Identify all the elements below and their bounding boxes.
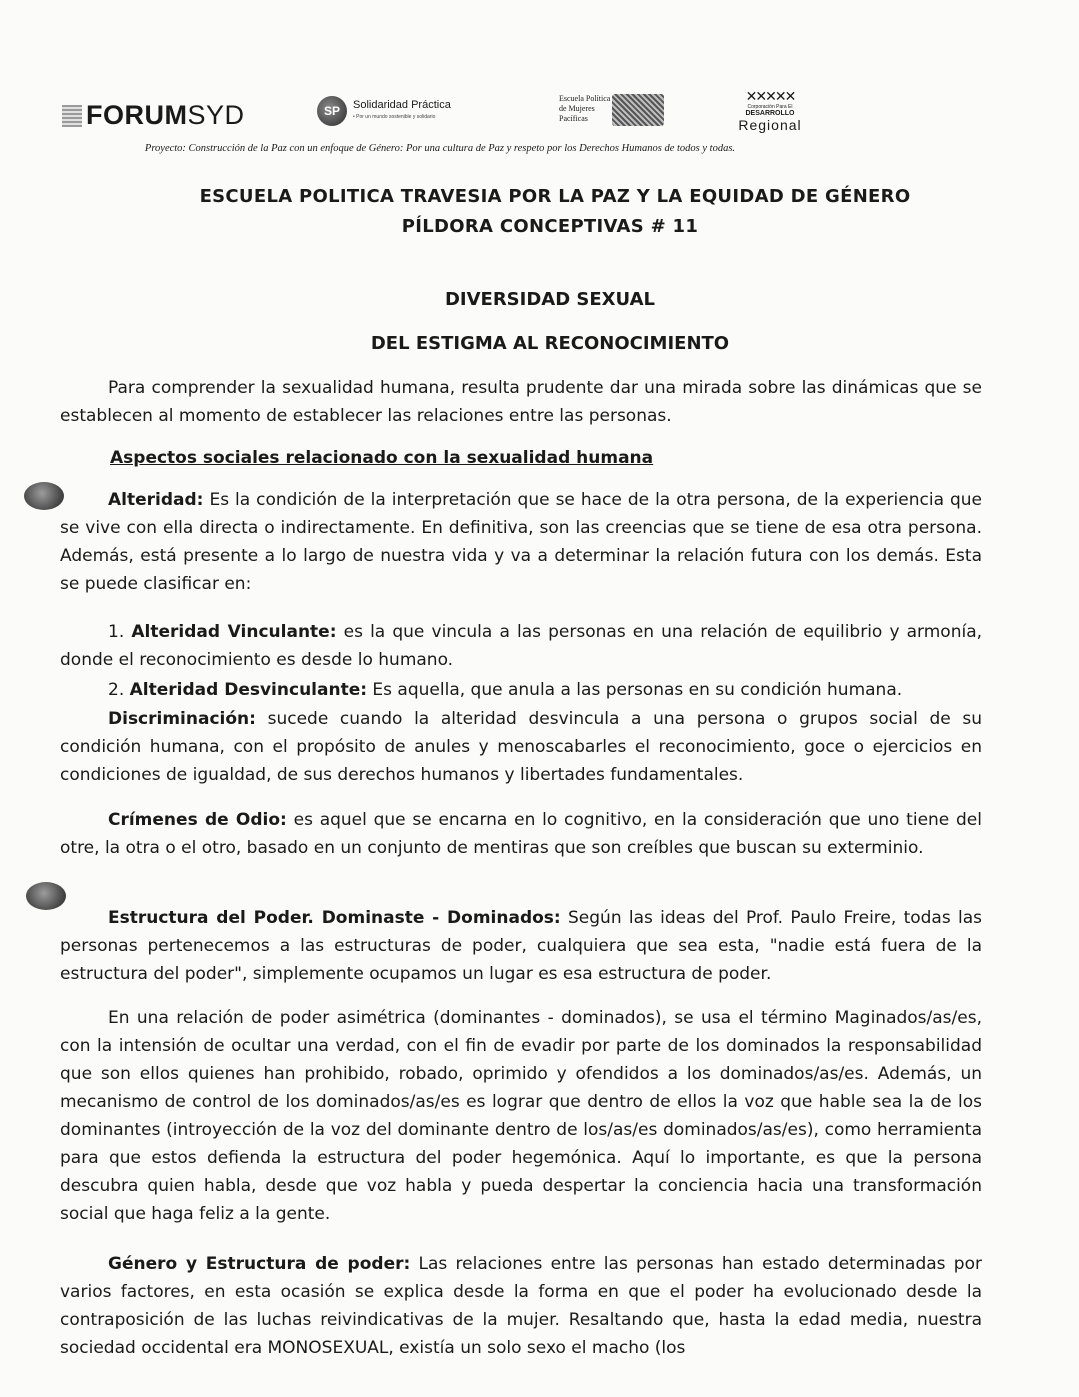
alteridad-term: Alteridad: — [108, 490, 204, 510]
forumsyd-logo-light: SYD — [187, 100, 245, 130]
forumsyd-logo — [62, 100, 245, 131]
crimenes-paragraph — [60, 806, 982, 862]
genero-text: Las relaciones entre las personas han estado determinadas por varios factores, en esta ocasión se explica desde la forma en que el poder ha evolucionado desde la contraposición de las luchas reivindicativas de la mujer. Resaltando que, hasta la edad media, nuestra sociedad occidental era MONOSEXUAL, existía un solo sexo el macho (los — [60, 1254, 982, 1358]
intro-paragraph: Para comprender la sexualidad humana, resulta prudente dar una mirada sobre las dinámicas que se establecen al momento de establecer las relaciones entre las personas. — [60, 378, 982, 426]
desvinculante-paragraph — [60, 676, 982, 704]
estructura-text: Según las ideas del Prof. Paulo Freire, todas las personas pertenecemos a las estructuras de poder, cualquiera que sea esta, "nadie está fuera de la estructura del poder", simplemente ocupamos un lugar es esa estructura de poder. — [60, 908, 982, 984]
cdr-logo-line2: DESARROLLO — [745, 110, 795, 117]
punch-hole-top — [24, 482, 64, 510]
sp-logo-tagline: • Por un mundo sostenible y solidario — [353, 114, 436, 120]
estructura-paragraph — [60, 904, 982, 988]
cdr-logo-line3: Regional — [738, 117, 802, 133]
estructura-term: Estructura del Poder. Dominaste - Dominados: — [108, 908, 561, 928]
escuela-politica-logo — [559, 94, 664, 126]
vinculante-number: 1. — [108, 622, 125, 642]
genero-term: Género y Estructura de poder: — [108, 1254, 411, 1274]
document-title: ESCUELA POLITICA TRAVESIA POR LA PAZ Y LA EQUIDAD DE GÉNERO — [199, 186, 911, 207]
alteridad-paragraph — [60, 486, 982, 598]
cdr-logo-line1: Corporación Para El — [747, 104, 793, 110]
escuela-logo-line1: Escuela Política — [559, 94, 611, 103]
desvinculante-text: Es aquella, que anula a las personas en su condición humana. — [367, 680, 903, 700]
header-logos — [62, 89, 822, 142]
crimenes-term: Crímenes de Odio: — [108, 810, 287, 830]
section-heading: DIVERSIDAD SEXUAL — [444, 289, 656, 310]
crimenes-text: es aquel que se encarna en lo cognitivo, en la consideración que uno tiene del otre, la otra o el otro, basado en un conjunto de mentiras que son creíbles que buscan su exterminio. — [60, 810, 982, 858]
desvinculante-term: Alteridad Desvinculante: — [129, 680, 368, 700]
alteridad-text: Es la condición de la interpretación que se hace de la otra persona, de la experiencia que se vive con ella directa o indirectamente. En definitiva, son las creencias que se tiene de esa otra persona. Además, está presente a lo largo de nuestra vida y va a determinar la relación futura con los demás. Esta se puede clasificar en: — [60, 490, 982, 594]
sp-circle-icon: SP — [317, 96, 347, 126]
genero-paragraph — [60, 1250, 982, 1362]
section-subheading: DEL ESTIGMA AL RECONOCIMIENTO — [370, 333, 730, 354]
project-line: Proyecto: Construcción de la Paz con un enfoque de Género: Por una cultura de Paz y respeto por los Derechos Humanos de todos y todas. — [144, 143, 736, 154]
desvinculante-number: 2. — [108, 680, 125, 700]
relacion-paragraph: En una relación de poder asimétrica (dominantes - dominados), se usa el término Maginados/as/es, con la intensión de ocultar una verdad, con el fin de evadir por parte de los dominados la responsabilidad que son ellos quienes han prohibido, robado, oprimido y ofendidos a los dominados/as/es. Además, un mecanismo de control de los dominados/as/es es lograr que dentro de ellos la voz que hable sea la de los dominantes (introyección de la voz del dominante dentro de los/as/es dominados/as/es), como herramienta para que estos defienda la estructura del poder hegemónica. Aquí lo importante, es que la persona descubra quien habla, desde que voz habla y pueda despertar la conciencia hacia una transformación social que haga feliz a la gente. — [60, 1008, 982, 1224]
solidaridad-practica-logo — [317, 96, 451, 126]
aspects-heading: Aspectos sociales relacionado con la sexualidad humana — [110, 448, 654, 468]
desarrollo-regional-logo — [724, 90, 816, 132]
forumsyd-mark-icon — [62, 105, 82, 127]
people-chain-icon: ✕✕✕✕✕ — [745, 89, 795, 105]
vinculante-term: Alteridad Vinculante: — [131, 622, 337, 642]
sp-logo-name: Solidaridad Práctica — [353, 99, 451, 111]
escuela-logo-line2: de Mujeres — [559, 104, 595, 113]
discriminacion-paragraph — [60, 705, 982, 789]
escuela-logo-line3: Pacíficas — [559, 114, 588, 123]
document-subtitle: PÍLDORA CONCEPTIVAS # 11 — [401, 216, 699, 237]
vinculante-text: es la que vincula a las personas en una relación de equilibrio y armonía, donde el reconocimiento es desde lo humano. — [60, 622, 983, 670]
discriminacion-text: sucede cuando la alteridad desvincula a una persona o grupos social de su condición humana, con el propósito de anules y menoscabarles el reconocimiento, goce o ejercicios en condiciones de igualdad, de sus derechos humanos y libertades fundamentales. — [60, 709, 982, 785]
escuela-logo-image-icon — [612, 94, 664, 126]
forumsyd-logo-bold: FORUM — [86, 100, 188, 130]
vinculante-paragraph — [60, 618, 982, 674]
discriminacion-term: Discriminación: — [108, 709, 256, 729]
